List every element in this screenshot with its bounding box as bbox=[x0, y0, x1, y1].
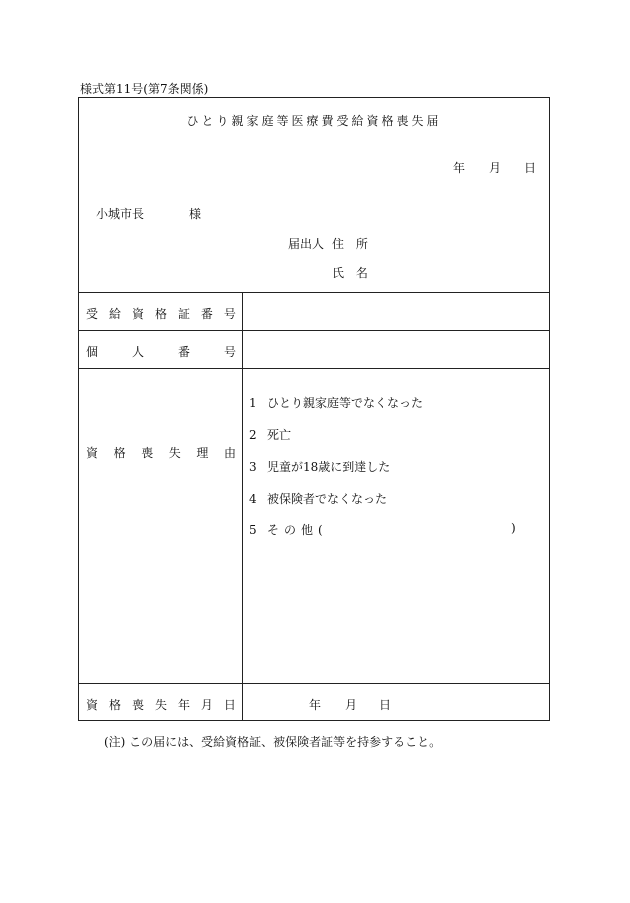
label-char: 理 bbox=[196, 446, 209, 460]
loss-date-day-label: 日 bbox=[379, 698, 392, 712]
reason-text: 被保険者でなくなった bbox=[267, 492, 388, 506]
certificate-number-label bbox=[86, 305, 236, 322]
applicant-label: 届出人 bbox=[288, 237, 325, 251]
reason-number: 5 bbox=[249, 523, 257, 537]
reason-text: 死亡 bbox=[267, 428, 292, 442]
reason-text: その他( bbox=[267, 523, 328, 537]
label-char: 証 bbox=[177, 307, 190, 321]
table-rule bbox=[79, 683, 549, 684]
reason-option-1[interactable] bbox=[249, 394, 423, 411]
other-close-paren: ) bbox=[511, 521, 516, 535]
reason-number: 2 bbox=[249, 428, 257, 442]
label-char: 資 bbox=[86, 698, 99, 712]
loss-date-year-label: 年 bbox=[309, 698, 322, 712]
reason-number: 1 bbox=[249, 396, 257, 410]
form-table bbox=[78, 97, 550, 721]
label-char: 喪 bbox=[131, 698, 144, 712]
personal-number-label bbox=[86, 343, 236, 360]
date-month-label: 月 bbox=[489, 161, 502, 175]
label-char: 資 bbox=[131, 307, 144, 321]
label-char: 受 bbox=[86, 307, 99, 321]
table-column-divider bbox=[242, 292, 243, 720]
address-label: 住 所 bbox=[332, 237, 372, 251]
label-char: 番 bbox=[177, 345, 190, 359]
reason-option-4[interactable] bbox=[249, 490, 387, 507]
table-rule bbox=[79, 368, 549, 369]
loss-date-month-label: 月 bbox=[345, 698, 358, 712]
label-char: 号 bbox=[223, 307, 236, 321]
reason-text: ひとり親家庭等でなくなった bbox=[267, 396, 424, 410]
table-rule bbox=[79, 330, 549, 331]
label-char: 失 bbox=[168, 446, 181, 460]
loss-reason-label bbox=[86, 444, 236, 461]
label-char: 格 bbox=[154, 307, 167, 321]
label-char: 番 bbox=[200, 307, 213, 321]
loss-date-label bbox=[86, 696, 236, 713]
label-char: 失 bbox=[154, 698, 167, 712]
addressee-name: 小城市長 bbox=[96, 207, 145, 221]
reason-text: 児童が18歳に到達した bbox=[267, 460, 391, 474]
label-char: 月 bbox=[200, 698, 213, 712]
name-label: 氏 名 bbox=[332, 266, 372, 280]
label-char: 号 bbox=[223, 345, 236, 359]
label-char: 人 bbox=[131, 345, 144, 359]
reason-option-3[interactable] bbox=[249, 458, 390, 475]
label-char: 格 bbox=[113, 446, 126, 460]
form-number-label: 様式第11号(第7条関係) bbox=[80, 82, 209, 96]
reason-option-2[interactable] bbox=[249, 426, 291, 443]
date-day-label: 日 bbox=[524, 161, 537, 175]
table-rule bbox=[79, 292, 549, 293]
reason-option-5[interactable] bbox=[249, 521, 328, 538]
label-char: 喪 bbox=[141, 446, 154, 460]
label-char: 給 bbox=[108, 307, 121, 321]
label-char: 由 bbox=[223, 446, 236, 460]
addressee-honorific: 様 bbox=[189, 207, 202, 221]
label-char: 格 bbox=[108, 698, 121, 712]
reason-number: 3 bbox=[249, 460, 257, 474]
reason-number: 4 bbox=[249, 492, 257, 506]
footnote: (注) この届には、受給資格証、被保険者証等を持参すること。 bbox=[104, 735, 442, 749]
label-char: 個 bbox=[86, 345, 99, 359]
form-title: ひとり親家庭等医療費受給資格喪失届 bbox=[186, 114, 442, 128]
label-char: 年 bbox=[177, 698, 190, 712]
label-char: 日 bbox=[223, 698, 236, 712]
date-year-label: 年 bbox=[453, 161, 466, 175]
label-char: 資 bbox=[86, 446, 99, 460]
